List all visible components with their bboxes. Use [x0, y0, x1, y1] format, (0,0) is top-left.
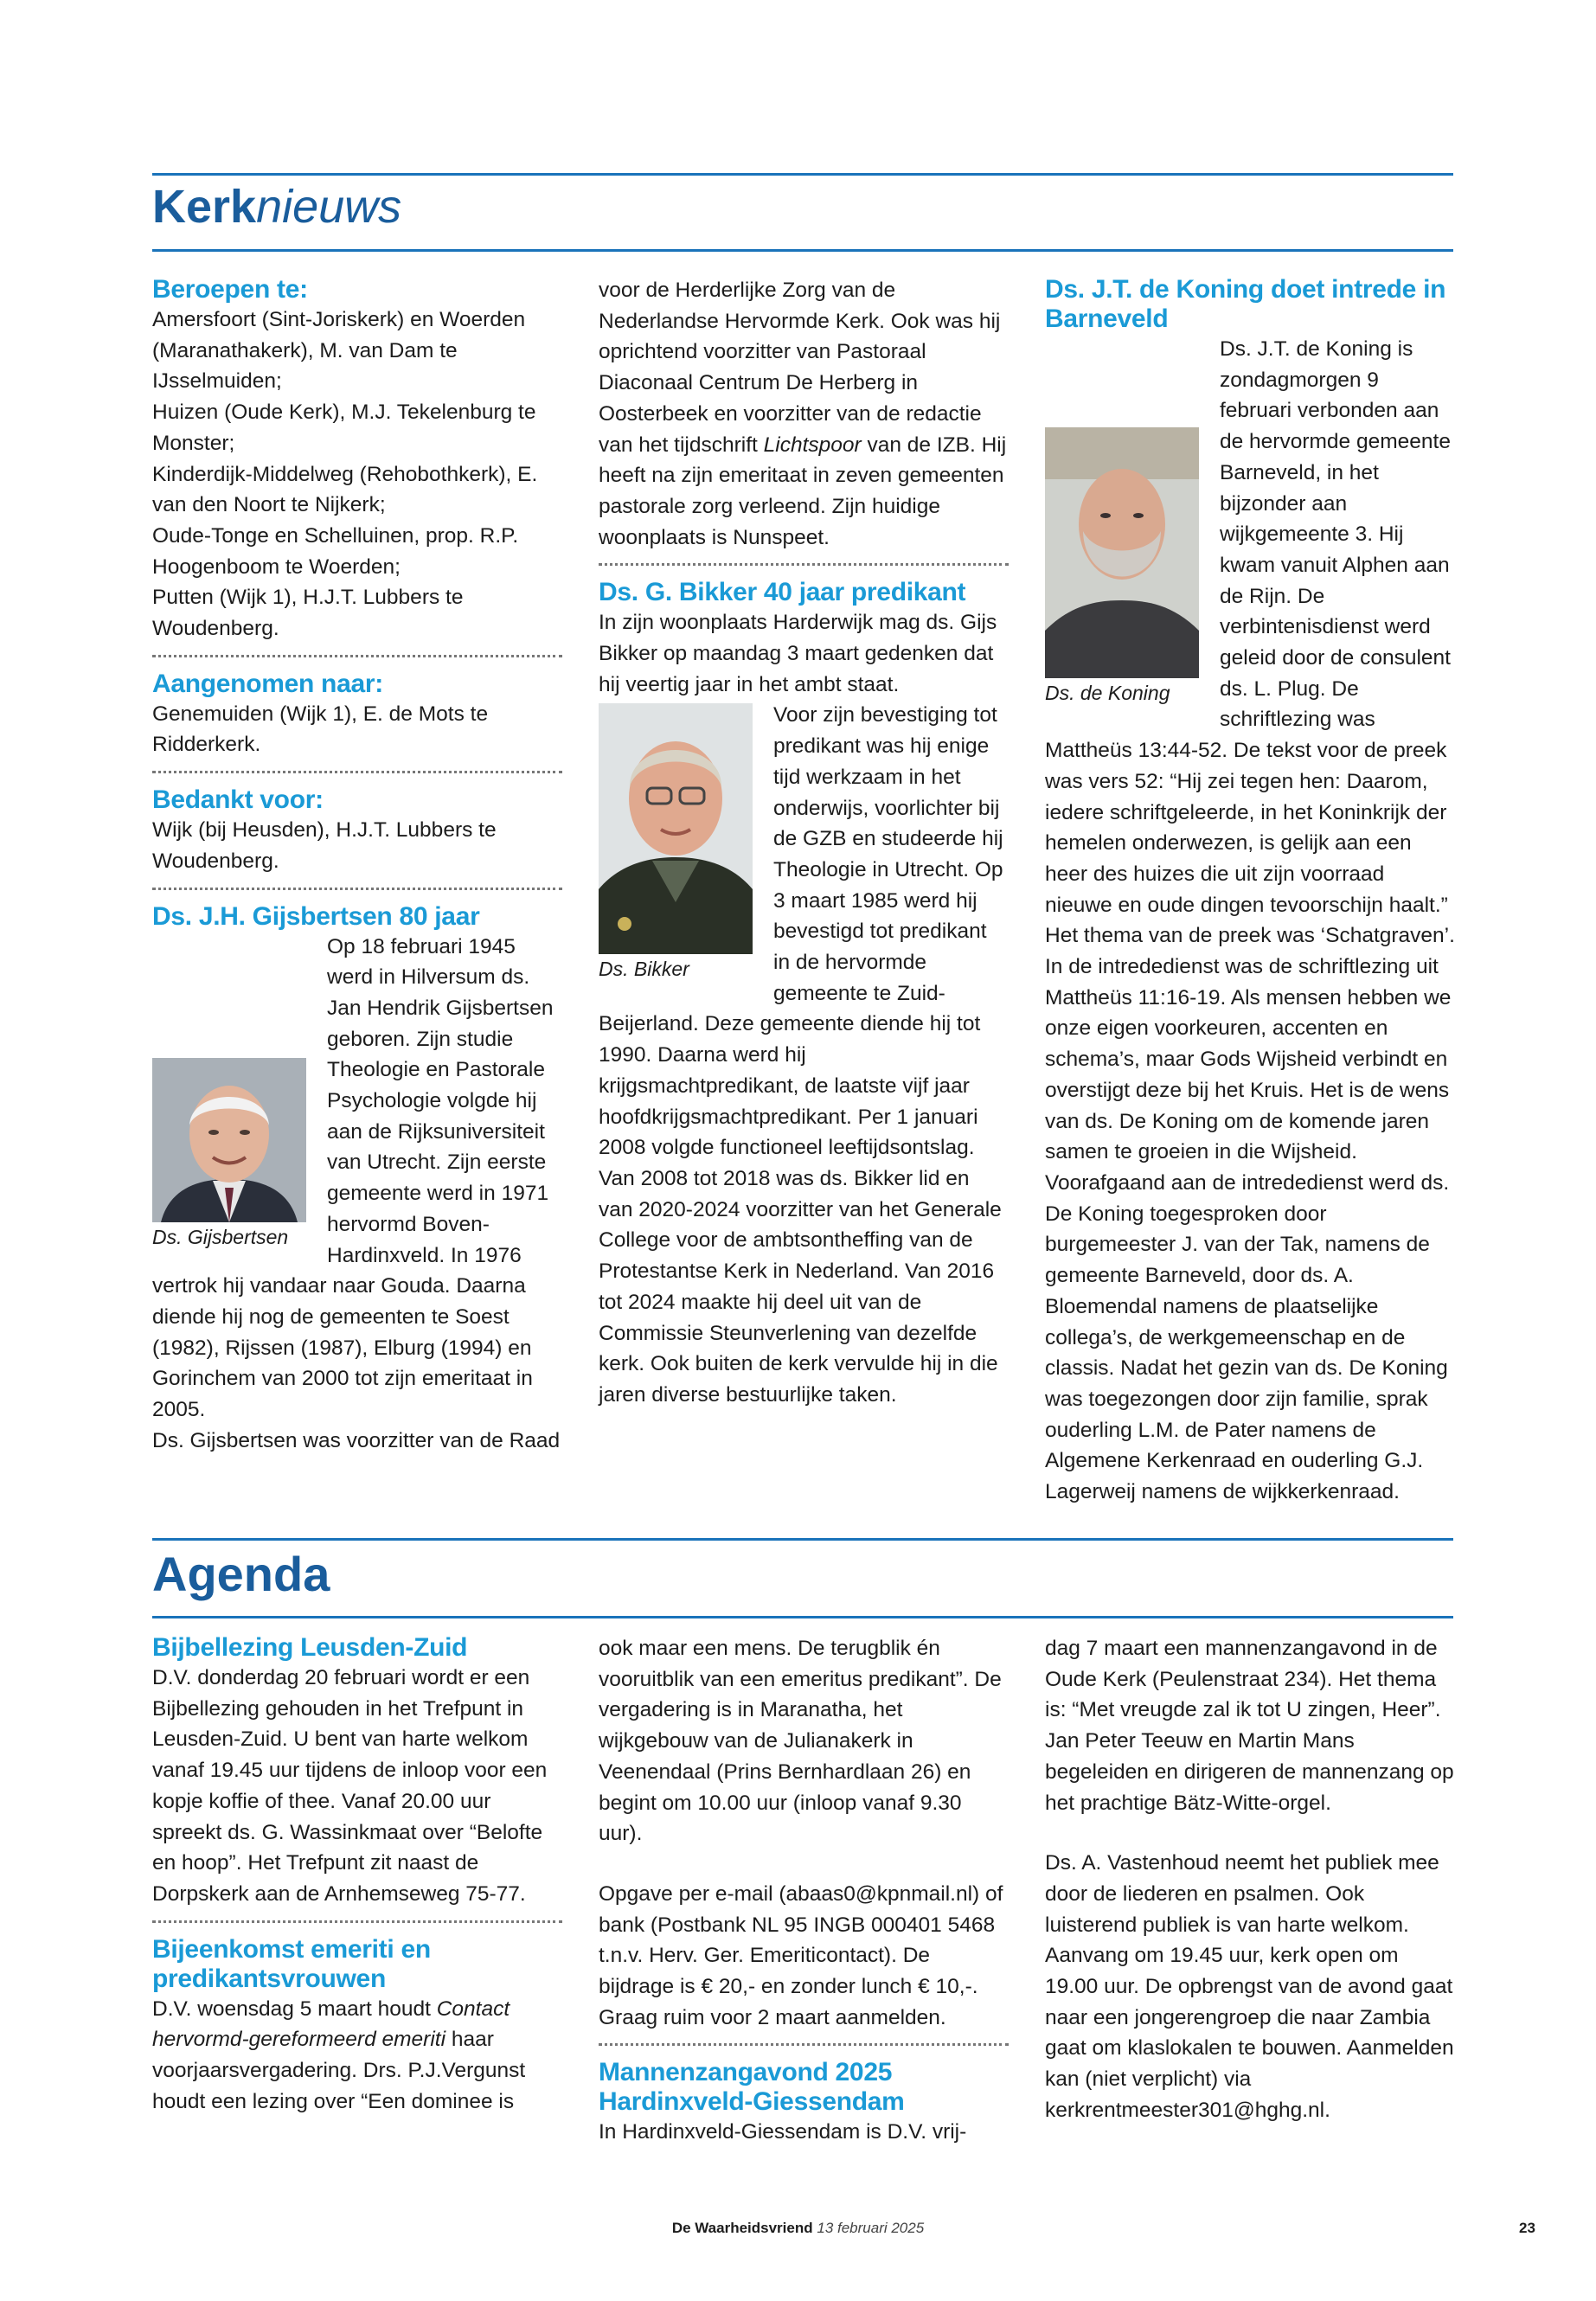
- emeriti-text: [152, 1994, 562, 2118]
- paragraph-gap: [1045, 1818, 1455, 1848]
- beroepen-line: Oude-Tonge en Schelluinen, prop. R.P. Hoogenboom te Woerden;: [152, 523, 519, 579]
- koning-paragraph: Ds. J.T. de Koning is zondagmorgen 9 februari verbonden aan de hervormde gemeente Barneveld, in het bijzonder aan wijkgemeente 3. Hij kwam vanuit Alphen aan de Rijn. De verbintenisdienst werd geleid door de consulent ds. L. Plug. De schriftlezing was Mattheüs 13:44-52. De tekst voor de preek was vers 52: “Hij zei tegen hen: Daarom, iedere schriftgeleerde, in het Koninkrijk der hemelen onderwezen, is gelijk aan een heer des huizes die uit zijn voorraad nieuwe en oude dingen tevoorschijn haalt.” Het thema van de preek was ‘Schatgraven’.: [1045, 337, 1455, 948]
- agenda-column-1: [152, 1633, 562, 2117]
- mannenzang-continued: dag 7 maart een mannenzangavond in de Oude Kerk (Peulenstraat 234). Het thema is: “Met vreugde zal ik tot U zingen, Heer”. Jan Peter Teeuw en Martin Mans begeleiden en dirigeren de mannenzang op het prachtige Bätz-Witte-orgel.: [1045, 1637, 1454, 1815]
- agenda-title: Agenda: [152, 1547, 330, 1601]
- bikker-photo: [599, 703, 754, 984]
- koning-heading: Ds. J.T. de Koning doet intrede in Barneveld: [1045, 275, 1446, 333]
- opgave-text: Opgave per e-mail (abaas0@kpnmail.nl) of bank (Postbank NL 95 INGB 000401 5468 t.n.v. Herv. Ger. Emeriticontact). De bijdrage is € 20,- en zonder lunch € 10,-. Graag ruim voor 2 maart aanmelden.: [599, 1881, 1003, 2029]
- koning-portrait-image: [1045, 427, 1199, 678]
- emeriti-text-part: haar voorjaarsvergadering. Drs. P.J.Vergunst houdt een lezing over “Een dominee is: [152, 2028, 526, 2113]
- kerknieuws-title-rule: [152, 249, 1453, 252]
- bikker-paragraph: Van 2008 tot 2018 was ds. Bikker lid en van 2020-2024 voorzitter van het Generale College voor de ambtsontheffing van de Protestantse Kerk in Nederland. Van 2016 tot 2024 maakte hij deel uit van de Commissie Steunverlening van dezelfde kerk. Ook buiten de kerk vervulde hij in die jaren diverse bestuurlijke taken.: [599, 1166, 1002, 1407]
- kerknieuws-title-italic: nieuws: [256, 181, 402, 233]
- gijsbertsen-paragraph: Op 18 februari 1945 werd in Hilversum ds. Jan Hendrik Gijsbertsen geboren. Zijn studie Theologie en Pastorale Psychologie volgde hij aan de Rijksuniversiteit van Utrecht. Zijn eerste gemeente werd in 1971 hervormd Boven-Hardinxveld. In 1976 vertrok hij vandaar naar Gouda. Daarna diende hij nog de gemeenten te Soest (1982), Rijssen (1987), Elburg (1994) en Gorinchem van 2000 tot zijn emeritaat in 2005.: [152, 934, 554, 1422]
- kerknieuws-title: [152, 181, 402, 233]
- gijsbertsen-photo: [152, 1058, 308, 1252]
- bedankt-text: Wijk (bij Heusden), H.J.T. Lubbers te Woudenberg.: [152, 818, 497, 873]
- lichtspoor-title: Lichtspoor: [763, 433, 862, 457]
- kerknieuws-column-2: [599, 275, 1009, 1411]
- mannenzang-heading: Mannenzangavond 2025 Hardinxveld-Giessendam: [599, 2058, 905, 2117]
- agenda-column-3: [1045, 1633, 1455, 2126]
- beroepen-line: Putten (Wijk 1), H.J.T. Lubbers te Woudenberg.: [152, 586, 464, 641]
- kerknieuws-column-3: [1045, 275, 1455, 1508]
- koning-photo: [1045, 427, 1201, 708]
- gijsbertsen-cont-text: voor de Herderlijke Zorg van de Nederlandse Hervormde Kerk. Ook was hij oprichtend voorzitter van Pastoraal Diaconaal Centrum De Herberg in Oosterbeek en voorzitter van de redactie van het tijdschrift: [599, 279, 1001, 457]
- beroepen-heading: Beroepen te:: [152, 275, 308, 304]
- vastenhoud-text: Ds. A. Vastenhoud neemt het publiek mee door de liederen en psalmen. Ook luisterend publiek is van harte welkom. Aanvang om 19.45 uur, kerk open om 19.00 uur. De opbrengst van de avond gaat naar een jongerengroep die naar Zambia gaat om klaslokalen te bouwen. Aanmelden kan (niet verplicht) via kerkrentmeester301@hghg.nl.: [1045, 1851, 1454, 2122]
- gijsbertsen-continued: [599, 275, 1009, 553]
- publication-name: De Waarheidsvriend: [671, 2220, 813, 2236]
- emeriti-text-part: D.V. woensdag 5 maart houdt: [152, 1997, 437, 2021]
- bedankt-heading: Bedankt voor:: [152, 785, 324, 815]
- footer-publication-line: [0, 2220, 1596, 2237]
- agenda-title-rule: [152, 1616, 1453, 1618]
- gijsbertsen-portrait-image: [152, 1058, 306, 1222]
- dotted-divider: [152, 655, 562, 657]
- gijsbertsen-caption: Ds. Gijsbertsen: [152, 1225, 289, 1248]
- gijsbertsen-heading: Ds. J.H. Gijsbertsen 80 jaar: [152, 901, 480, 931]
- kerknieuws-title-bold: Kerk: [152, 181, 257, 233]
- bikker-paragraph: Voor zijn bevestiging tot predikant was hij enige tijd werkzaam in het onderwijs, voorlichter bij de GZB en studeerde hij Theologie in Utrecht. Op 3 maart 1985 werd hij bevestigd tot predikant in de hervormde gemeente te Zuid-Beijerland. Deze gemeente diende hij tot 1990. Daarna werd hij krijgsmachtpredikant, de laatste vijf jaar hoofdkrijgsmachtpredikant. Per 1 januari 2008 volgde functioneel leeftijdsontslag.: [599, 703, 1003, 1160]
- mannenzang-text: In Hardinxveld-Giessendam is D.V. vrij-: [599, 2120, 967, 2144]
- koning-caption: Ds. de Koning: [1045, 682, 1170, 704]
- dotted-divider: [152, 888, 562, 890]
- emeriti-continued: ook maar een mens. De terugblik én vooruitblik van een emeritus predikant”. De vergadering is in Maranatha, het wijkgebouw van de Julianakerk in Veenendaal (Prins Bernhardlaan 26) en begint om 10.00 uur (inloop vanaf 9.30 uur).: [599, 1637, 1002, 1846]
- page-number: 23: [1519, 2220, 1535, 2236]
- dotted-divider: [599, 563, 1009, 566]
- gijsbertsen-paragraph: Ds. Gijsbertsen was voorzitter van de Raad: [152, 1428, 561, 1452]
- leusden-heading: Bijbellezing Leusden-Zuid: [152, 1633, 468, 1662]
- dotted-divider: [152, 1920, 562, 1923]
- gijsbertsen-cont-text: van de IZB. Hij heeft na zijn emeritaat in zeven gemeenten pastorale zorg verleend. Zijn huidige woonplaats is Nunspeet.: [599, 433, 1007, 549]
- aangenomen-heading: Aangenomen naar:: [152, 669, 383, 698]
- kerknieuws-column-1: [152, 275, 562, 1457]
- leusden-text: D.V. donderdag 20 februari wordt er een Bijbellezing gehouden in het Trefpunt in Leusden-Zuid. U bent van harte welkom vanaf 19.45 uur tijdens de inloop voor een kopje koffie of thee. Vanaf 20.00 uur spreekt ds. G. Wassinkmaat over “Belofte en hoop”. Het Trefpunt zit naast de Dorpskerk aan de Arnhemseweg 75-77.: [152, 1666, 548, 1906]
- bikker-heading: Ds. G. Bikker 40 jaar predikant: [599, 578, 966, 607]
- koning-paragraph: Voorafgaand aan de intrededienst werd ds. De Koning toegesproken door burgemeester J. van der Tak, namens de gemeente Barneveld, door ds. A. Bloemendal namens de plaatselijke collega’s, de werkgemeenschap en de classis. Nadat het gezin van ds. De Koning was toegezongen door zijn familie, sprak ouderling L.M. de Pater namens de Algemene Kerkenraad en ouderling G.J. Lagerweij namens de wijkkerkenraad.: [1045, 1170, 1450, 1504]
- aangenomen-text: Genemuiden (Wijk 1), E. de Mots te Ridderkerk.: [152, 702, 489, 757]
- dotted-divider: [152, 771, 562, 773]
- beroepen-line: Amersfoort (Sint-Joriskerk) en Woerden (Maranathakerk), M. van Dam te IJsselmuiden;: [152, 308, 526, 394]
- emeriti-heading: Bijeenkomst emeriti en predikantsvrouwen: [152, 1934, 431, 1993]
- agenda-top-rule: [152, 1538, 1453, 1541]
- bikker-portrait-image: [599, 703, 753, 954]
- agenda-column-2: [599, 1633, 1009, 2148]
- beroepen-line: Kinderdijk-Middelweg (Rehobothkerk), E. van den Noort te Nijkerk;: [152, 462, 538, 517]
- bikker-caption: Ds. Bikker: [599, 958, 689, 981]
- top-rule: [152, 173, 1453, 176]
- dotted-divider: [599, 2043, 1009, 2046]
- beroepen-line: Huizen (Oude Kerk), M.J. Tekelenburg te Monster;: [152, 401, 536, 455]
- emeriti-organisation: Contact hervormd-gereformeerd emeriti: [152, 1997, 510, 2052]
- paragraph-gap: [599, 1849, 1009, 1879]
- koning-paragraph: In de intrededienst was de schriftlezing uit Mattheüs 11:16-19. Als mensen hebben we onze eigen voorkeuren, accenten en schema’s, maar Gods Wijsheid verbindt en overstijgt deze bij het Kruis. Het is de wens van ds. De Koning om de komende jaren samen te groeien in die Wijsheid.: [1045, 955, 1452, 1164]
- publication-date: 13 februari 2025: [817, 2220, 925, 2236]
- bikker-paragraph: In zijn woonplaats Harderwijk mag ds. Gijs Bikker op maandag 3 maart gedenken dat hij veertig jaar in het ambt staat.: [599, 611, 997, 696]
